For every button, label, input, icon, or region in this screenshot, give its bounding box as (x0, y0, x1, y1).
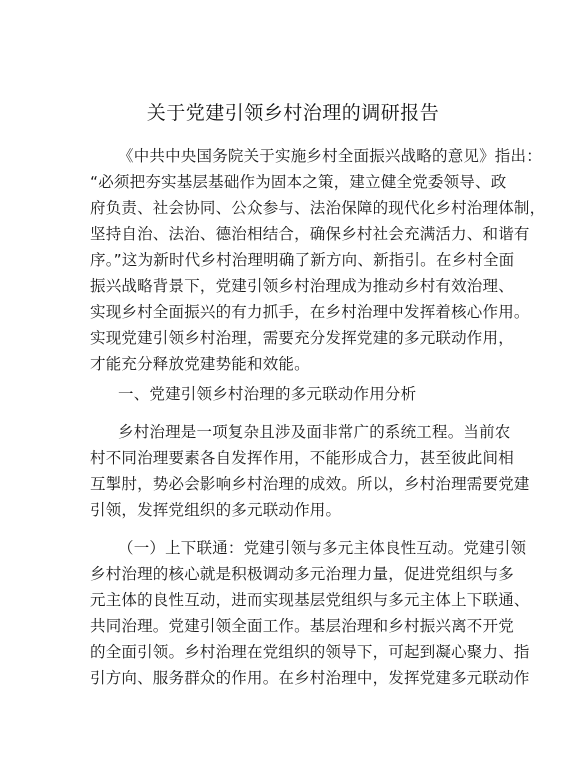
paragraph-line: 序。”这为新时代乡村治理明确了新方向、新指引。在乡村全面 (90, 251, 515, 269)
paragraph-line: 元主体的良性互动，进而实现基层党组织与多元主体上下联通、 (90, 591, 530, 609)
paragraph-line: 村不同治理要素各自发挥作用，不能形成合力，甚至彼此间相 (90, 449, 514, 467)
paragraph-line: 乡村治理是一项复杂且涉及面非常广的系统工程。当前农 (118, 423, 511, 441)
paragraph-line: 振兴战略背景下，党建引领乡村治理成为推动乡村有效治理、 (90, 277, 514, 295)
paragraph-line: 共同治理。党建引领全面工作。基层治理和乡村振兴离不开党 (90, 617, 514, 635)
paragraph-line: 引领，发挥党组织的多元联动作用。 (90, 501, 342, 519)
paragraph-line: “必须把夯实基层基础作为固本之策，建立健全党委领导、政 (90, 173, 507, 191)
document-title: 关于党建引领乡村治理的调研报告 (146, 102, 440, 124)
paragraph-line: 坚持自治、法治、德治相结合，确保乡村社会充满活力、和谐有 (90, 225, 530, 243)
paragraph-line: 实现乡村全面振兴的有力抓手，在乡村治理中发挥着核心作用。 (90, 303, 530, 321)
paragraph-line: 乡村治理的核心就是积极调动多元治理力量，促进党组织与多 (90, 565, 514, 583)
paragraph-line: 才能充分释放党建势能和效能。 (90, 355, 310, 373)
paragraph-line: （一）上下联通：党建引领与多元主体良性互动。党建引领 (118, 539, 527, 557)
section-heading: 一、党建引领乡村治理的多元联动作用分析 (118, 385, 417, 403)
paragraph-line: 引方向、服务群众的作用。在乡村治理中，发挥党建多元联动作 (90, 669, 530, 687)
paragraph-line: 的全面引领。乡村治理在党组织的领导下，可起到凝心聚力、指 (90, 643, 530, 661)
paragraph-line: 实现党建引领乡村治理，需要充分发挥党建的多元联动作用， (90, 329, 514, 347)
paragraph-line: 《中共中央国务院关于实施乡村全面振兴战略的意见》指出： (118, 147, 542, 165)
paragraph-line: 府负责、社会协同、公众参与、法治保障的现代化乡村治理体制， (90, 199, 546, 217)
paragraph-line: 互掣肘，势必会影响乡村治理的成效。所以，乡村治理需要党建 (90, 475, 530, 493)
